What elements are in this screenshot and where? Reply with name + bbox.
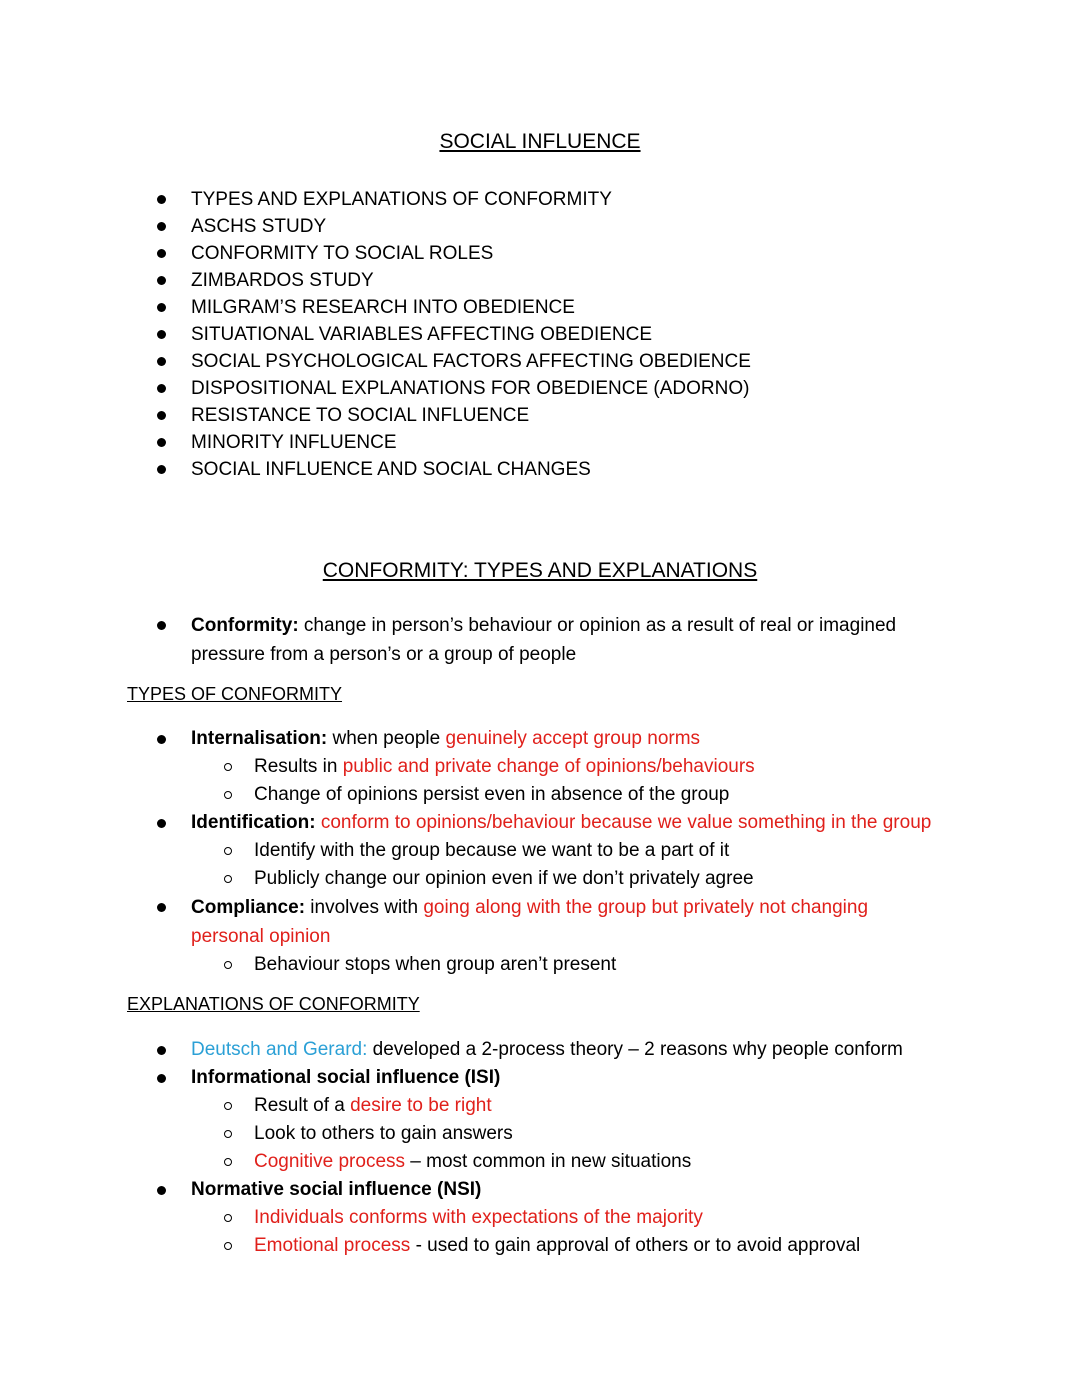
page-title: SOCIAL INFLUENCE — [439, 130, 641, 153]
bullet-icon — [157, 330, 166, 339]
bullet-icon — [157, 195, 166, 204]
bullet-icon — [157, 1046, 166, 1055]
bullet-icon — [157, 621, 166, 630]
definition-block — [0, 611, 1080, 669]
topic-item: MILGRAM’S RESEARCH INTO OBEDIENCE — [0, 294, 751, 321]
types-list — [0, 725, 1080, 979]
bullet-icon — [157, 303, 166, 312]
bullet-icon — [157, 249, 166, 258]
sub-item: Individuals conforms with expectations of the majority — [0, 1204, 1080, 1232]
deutsch-item: Deutsch and Gerard: developed a 2-process theory – 2 reasons why people conform — [0, 1036, 1080, 1064]
explanations-heading: EXPLANATIONS OF CONFORMITY — [127, 994, 420, 1014]
sub-item: Change of opinions persist even in absence of the group — [0, 781, 1080, 809]
topic-item: RESISTANCE TO SOCIAL INFLUENCE — [0, 402, 751, 429]
compliance-item: Compliance: involves with going along with the group but privately not changing personal opinion — [0, 893, 911, 951]
circle-bullet-icon — [224, 875, 232, 883]
topic-item: SITUATIONAL VARIABLES AFFECTING OBEDIENCE — [0, 321, 751, 348]
circle-bullet-icon — [224, 1130, 232, 1138]
section-title: CONFORMITY: TYPES AND EXPLANATIONS — [322, 559, 758, 582]
bullet-icon — [157, 819, 166, 828]
circle-bullet-icon — [224, 1214, 232, 1222]
sub-item: Results in public and private change of opinions/behaviours — [0, 753, 1080, 781]
sub-item: Cognitive process – most common in new situations — [0, 1148, 1080, 1176]
circle-bullet-icon — [224, 763, 232, 771]
bullet-icon — [157, 411, 166, 420]
topic-item: MINORITY INFLUENCE — [0, 429, 751, 456]
sub-item: Result of a desire to be right — [0, 1092, 1080, 1120]
bullet-icon — [157, 735, 166, 744]
bullet-icon — [157, 276, 166, 285]
topic-item: TYPES AND EXPLANATIONS OF CONFORMITY — [0, 186, 751, 213]
bullet-icon — [157, 903, 166, 912]
definition-term: Conformity: — [191, 615, 299, 636]
sub-item: Look to others to gain answers — [0, 1120, 1080, 1148]
sub-item: Emotional process - used to gain approval of others or to avoid approval — [0, 1232, 1080, 1260]
explanations-list — [0, 1036, 1080, 1260]
topic-item: SOCIAL PSYCHOLOGICAL FACTORS AFFECTING OBEDIENCE — [0, 348, 751, 375]
topic-item: CONFORMITY TO SOCIAL ROLES — [0, 240, 751, 267]
definition-text: change in person’s behaviour or opinion as a result of real or imagined pressure from a person’s or a group of people — [191, 615, 897, 665]
bullet-icon — [157, 465, 166, 474]
bullet-icon — [157, 357, 166, 366]
circle-bullet-icon — [224, 1158, 232, 1166]
definition-item — [0, 611, 931, 669]
circle-bullet-icon — [224, 961, 232, 969]
identification-item: Identification: conform to opinions/behaviour because we value something in the group — [0, 809, 1080, 837]
topic-item: SOCIAL INFLUENCE AND SOCIAL CHANGES — [0, 456, 751, 483]
circle-bullet-icon — [224, 1242, 232, 1250]
circle-bullet-icon — [224, 847, 232, 855]
sub-item: Behaviour stops when group aren’t present — [0, 951, 1080, 979]
sub-item: Identify with the group because we want to be a part of it — [0, 837, 1080, 865]
circle-bullet-icon — [224, 791, 232, 799]
topic-list — [0, 186, 751, 483]
isi-item: Informational social influence (ISI) — [0, 1064, 1080, 1092]
internalisation-item: Internalisation: when people genuinely accept group norms — [0, 725, 1080, 753]
topic-item: ZIMBARDOS STUDY — [0, 267, 751, 294]
circle-bullet-icon — [224, 1102, 232, 1110]
sub-item: Publicly change our opinion even if we don’t privately agree — [0, 865, 1080, 893]
bullet-icon — [157, 1186, 166, 1195]
bullet-icon — [157, 1074, 166, 1083]
nsi-item: Normative social influence (NSI) — [0, 1176, 1080, 1204]
topic-item: ASCHS STUDY — [0, 213, 751, 240]
topic-item: DISPOSITIONAL EXPLANATIONS FOR OBEDIENCE (ADORNO) — [0, 375, 751, 402]
bullet-icon — [157, 222, 166, 231]
types-heading: TYPES OF CONFORMITY — [127, 684, 343, 704]
bullet-icon — [157, 438, 166, 447]
bullet-icon — [157, 384, 166, 393]
